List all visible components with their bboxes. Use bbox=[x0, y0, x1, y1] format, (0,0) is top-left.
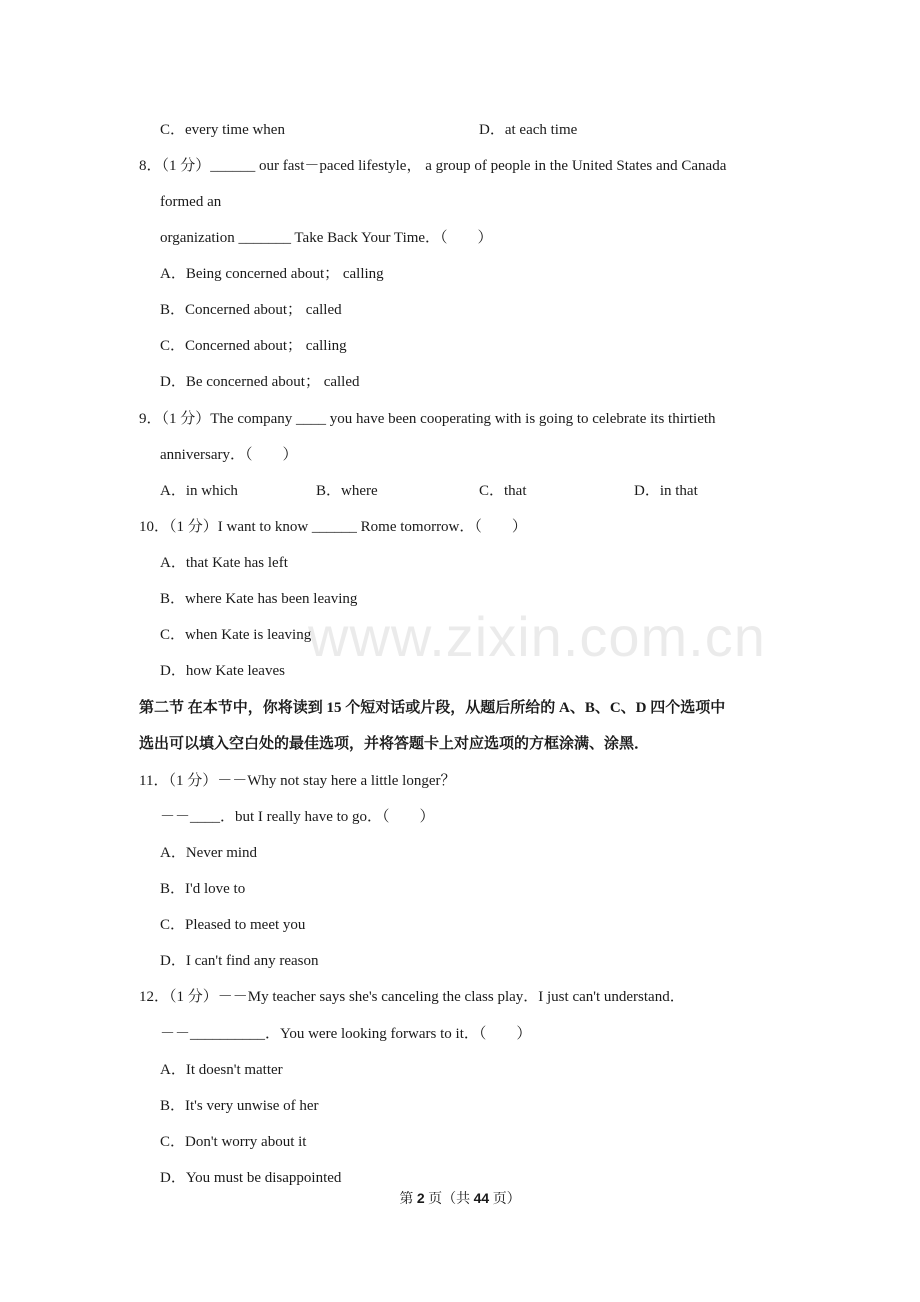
q9-option-d: D．in that bbox=[634, 483, 698, 499]
q12-option-c: C．Don't worry about it bbox=[160, 1134, 307, 1150]
section2-instruction-line2: 选出可以填入空白处的最佳选项，并将答题卡上对应选项的方框涂满、涂黑． bbox=[139, 736, 650, 752]
q7-option-d: D．at each time bbox=[479, 122, 578, 138]
q12-option-a: A．It doesn't matter bbox=[160, 1062, 283, 1078]
q9-option-c: C．that bbox=[479, 483, 527, 499]
q10-option-b: B．where Kate has been leaving bbox=[160, 591, 358, 607]
q10-option-a: A．that Kate has left bbox=[160, 555, 288, 571]
q8-option-d: D．Be concerned about； called bbox=[160, 374, 360, 390]
q12-stem-line2: －－__________．You were looking forwars to it．（ ） bbox=[160, 1026, 532, 1042]
footer-total-pages: 44 bbox=[473, 1190, 490, 1206]
q8-option-c: C．Concerned about； calling bbox=[160, 338, 347, 354]
footer-page-number: 2 bbox=[416, 1190, 425, 1206]
footer-suffix: 页） bbox=[489, 1192, 521, 1207]
q12-option-b: B．It's very unwise of her bbox=[160, 1098, 319, 1114]
q8-option-a: A．Being concerned about； calling bbox=[160, 266, 384, 282]
q12-option-d: D．You must be disappointed bbox=[160, 1170, 342, 1186]
q8-stem-line1: 8．（1 分）______ our fast－paced lifestyle， a group of people in the United States and Canada bbox=[139, 158, 727, 174]
q8-stem-line3: organization _______ Take Back Your Time．（ ） bbox=[160, 230, 493, 246]
q11-option-a: A．Never mind bbox=[160, 845, 258, 861]
page-footer bbox=[0, 1188, 920, 1210]
q11-option-b: B．I'd love to bbox=[160, 881, 246, 897]
q7-option-c: C．every time when bbox=[160, 122, 285, 138]
q11-option-d: D．I can't find any reason bbox=[160, 953, 319, 969]
q12-stem-line1: 12．（1 分）－－My teacher says she's canceling the class play．I just can't understand． bbox=[139, 989, 685, 1005]
q9-stem-line2: anniversary．（ ） bbox=[160, 447, 298, 463]
watermark: www.zixin.com.cn bbox=[308, 605, 766, 668]
q8-option-b: B．Concerned about； called bbox=[160, 302, 342, 318]
q10-stem: 10．（1 分）I want to know ______ Rome tomorrow．（ ） bbox=[139, 519, 527, 535]
q11-stem-line2: －－____．but I really have to go．（ ） bbox=[160, 809, 435, 825]
q8-stem-line2: formed an bbox=[160, 194, 222, 210]
q10-option-c: C．when Kate is leaving bbox=[160, 627, 312, 643]
q9-stem-line1: 9．（1 分）The company ____ you have been cooperating with is going to celebrate its thirtieth bbox=[139, 411, 716, 427]
q10-option-d: D．how Kate leaves bbox=[160, 663, 285, 679]
q9-option-b: B．where bbox=[316, 483, 378, 499]
q9-option-a: A．in which bbox=[160, 483, 238, 499]
section2-instruction-line1: 第二节 在本节中，你将读到 15 个短对话或片段，从题后所给的 A、B、C、D 四个选项中 bbox=[139, 700, 726, 716]
q11-stem-line1: 11．（1 分）－－Why not stay here a little longer？ bbox=[139, 773, 456, 789]
footer-middle: 页（共 bbox=[424, 1192, 474, 1207]
q11-option-c: C．Pleased to meet you bbox=[160, 917, 306, 933]
footer-prefix: 第 bbox=[399, 1192, 417, 1207]
